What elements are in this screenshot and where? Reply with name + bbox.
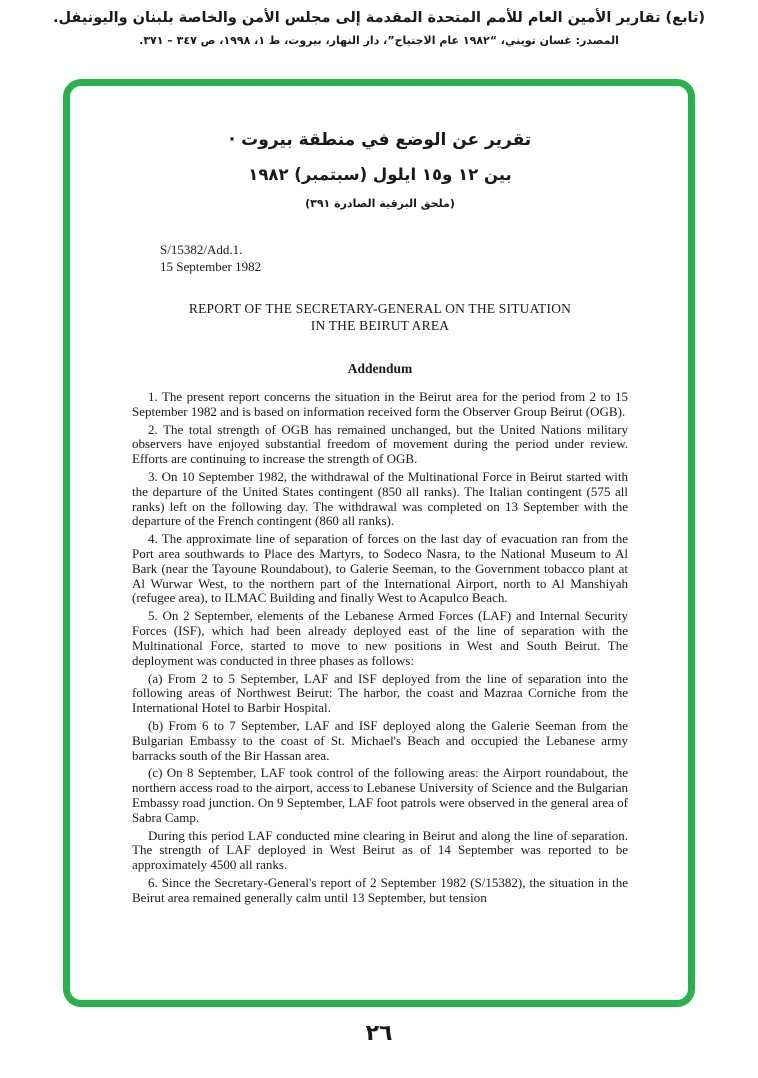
page-header — [0, 0, 758, 47]
arabic-title-line3: (ملحق البرقية الصادرة ٣٩١) — [305, 197, 455, 210]
section-heading-addendum: Addendum — [347, 360, 413, 376]
header-title-arabic: (تابع) تقارير الأمين العام للأمم المتحدة المقدمة إلى مجلس الأمن والخاصة بلبنان واليونيفل. — [52, 10, 706, 26]
paragraph-6: 6. Since the Secretary-General's report of 2 September 1982 (S/15382), the situation in the Beirut area remained generally calm until 13 September, but tension — [132, 875, 628, 905]
paragraph-5d: During this period LAF conducted mine clearing in Beirut and along the line of separation. The strength of LAF deployed in West Beirut as of 14 September was reported to be approximately 4500 all ranks. — [132, 827, 628, 873]
paragraph-5: 5. On 2 September, elements of the Lebanese Armed Forces (LAF) and Internal Security Forces (ISF), which had been already deployed east of the line of separation with the Multinational Force, started to move to new positions in West and South Beirut. The deployment was conducted in three phases as follows: — [132, 608, 628, 668]
document-title-line1: REPORT OF THE SECRETARY-GENERAL ON THE SITUATION — [188, 300, 572, 316]
paragraph-5b: (b) From 6 to 7 September, LAF and ISF deployed along the Galerie Seeman from the Bulgarian Embassy to the coast of St. Michael's Beach and occupied the Lebanese army barracks south of the Bir Hassan area. — [132, 717, 628, 763]
document-arabic-title — [132, 130, 628, 210]
document-title-line2: IN THE BEIRUT AREA — [310, 318, 450, 334]
paragraph-2: 2. The total strength of OGB has remained unchanged, but the United Nations military observers have enjoyed substantial freedom of movement during the period under review. Efforts are continuing to increase the strength of OGB. — [132, 421, 628, 467]
document-symbol: S/15382/Add.1. — [160, 242, 243, 257]
document-page — [70, 86, 688, 906]
document-body — [132, 390, 628, 906]
paragraph-1: 1. The present report concerns the situation in the Beirut area for the period from 2 to 15 September 1982 and is based on information received form the Observer Group Beirut (OGB). — [132, 388, 628, 419]
paragraph-4: 4. The approximate line of separation of forces on the last day of evacuation ran from the Port area southwards to Place des Martyrs, to Sodeco Nasra, to the National Museum to Al Bark (near the Tayoune Roundabout), to Galerie Seeman, to the Government tobacco plant at Al Wurwar West, to the northern part of the International Airport, north to Al Manshiyah (refugee area), to ILMAC Building and finally West to Acapulco Beach. — [132, 531, 628, 606]
paragraph-5c: (c) On 8 September, LAF took control of the following areas: the Airport roundabout, the northern access road to the airport, access to Lebanese University of Science and the Bulgarian Embassy road junction. On 9 September, LAF foot patrols were observed in the general area of Sabra Camp. — [132, 765, 628, 825]
paragraph-3: 3. On 10 September 1982, the withdrawal of the Multinational Force in Beirut started with the departure of the United States contingent (850 all ranks). The Italian contingent (575 all ranks) left on the following day. The withdrawal was completed on 13 September with the departure of the French contingent (860 all ranks). — [132, 468, 628, 529]
page-number: ٢٦ — [365, 1021, 393, 1046]
document-symbol-block — [160, 242, 628, 276]
document-frame — [63, 79, 695, 1007]
document-date: 15 September 1982 — [160, 258, 262, 274]
paragraph-5a: (a) From 2 to 5 September, LAF and ISF deployed from the line of separation into the following areas of Northwest Beirut: The harbor, the coast and Mazraa Corniche from the International Hotel to Barbir Hospital. — [132, 670, 628, 716]
arabic-title-line1: تقرير عن الوضع في منطقة بيروت · — [228, 130, 532, 150]
document-title — [132, 300, 628, 335]
arabic-title-line2: بين ١٢ و١٥ ايلول (سبتمبر) ١٩٨٢ — [248, 165, 512, 184]
header-source-arabic: المصدر: غسان تويني، “١٩٨٢ عام الاجتياح”، دار النهار، بيروت، ط ١، ١٩٩٨، ص ٣٤٧ – ٣٧١. — [139, 34, 619, 47]
